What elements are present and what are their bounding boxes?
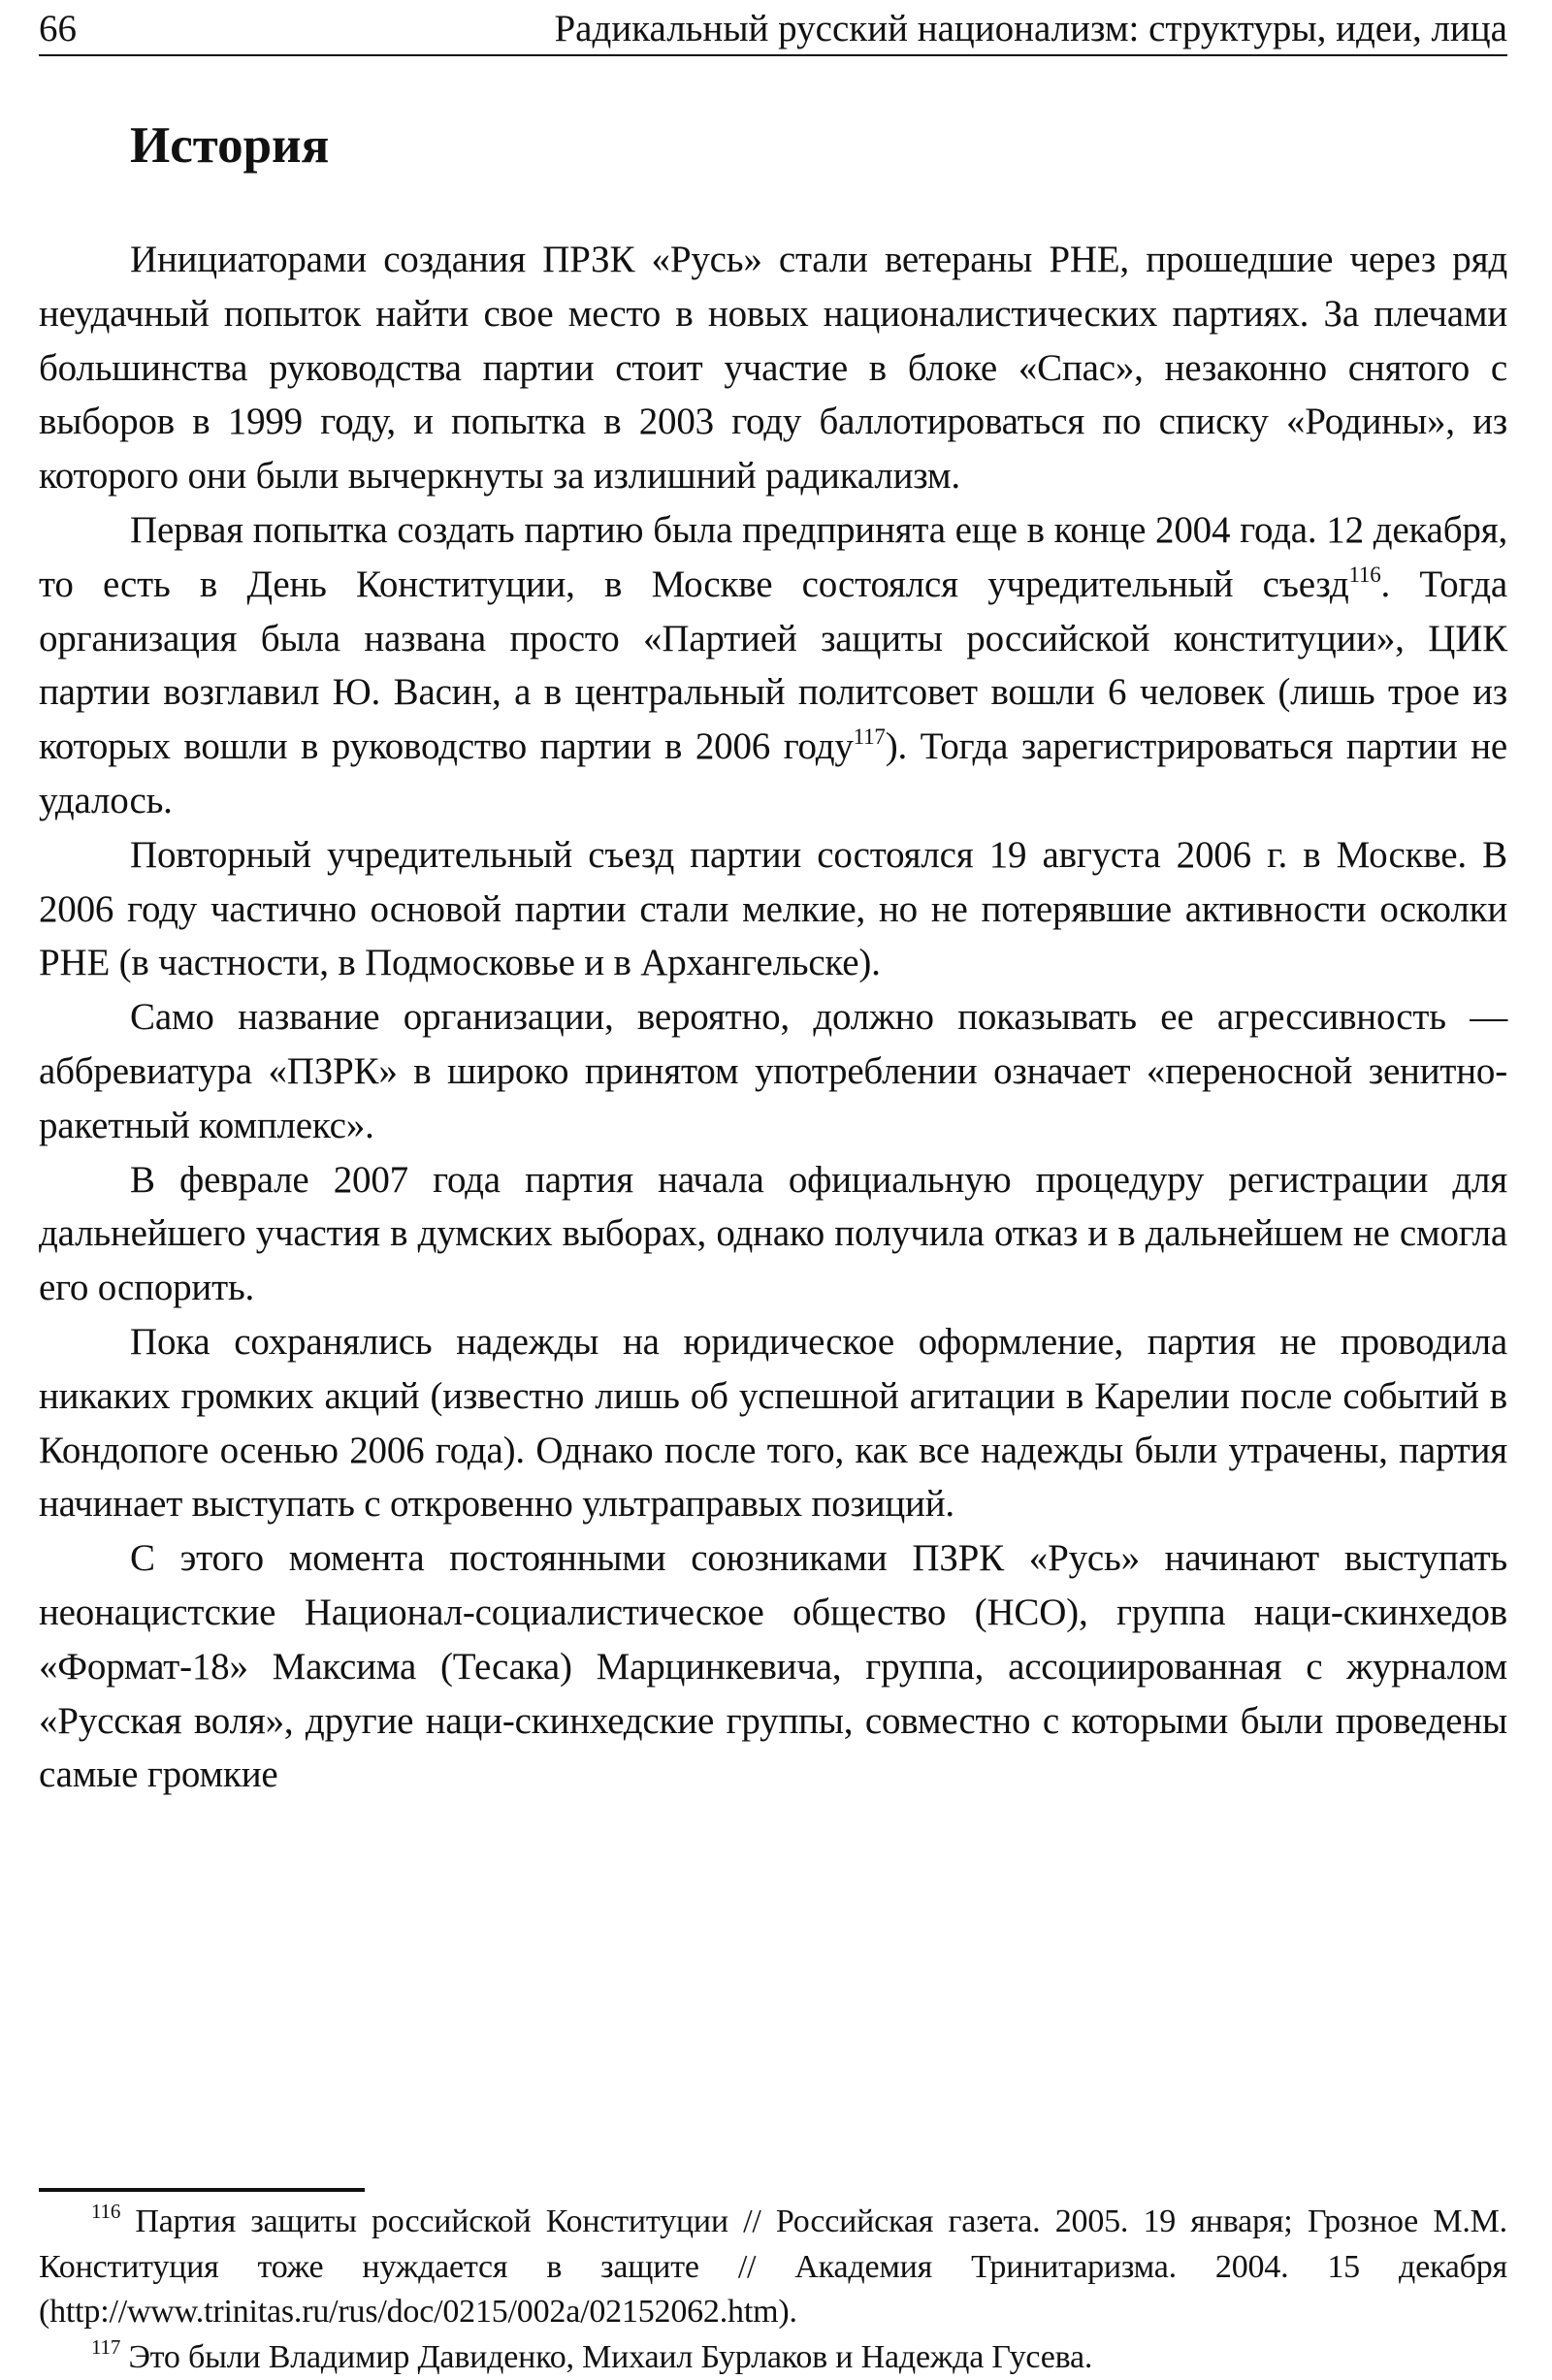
paragraph-4: Само название организации, вероятно, должно показывать ее агрессивность — аббревиатура «ПЗРК» в широко принятом употреблении означает «переносной зенитно-ракетный комплекс».: [39, 990, 1507, 1152]
footnote-ref-116: 116: [1348, 563, 1380, 587]
paragraph-5: В феврале 2007 года партия начала официальную процедуру регистрации для дальнейшего участия в думских выборах, однако получила отказ и в дальнейшем не смогла его оспорить.: [39, 1153, 1507, 1315]
running-header: [39, 4, 1507, 56]
page-number: 66: [39, 4, 77, 54]
paragraph-7: С этого момента постоянными союзниками ПЗРК «Русь» начинают выступать неонацистские Национал-социалистическое общество (НСО), группа наци-скинхедов «Формат-18» Максима (Тесака) Марцинкевича, группа, ассоциированная с журналом «Русская воля», другие наци-скинхедские группы, совместно с которыми были проведены самые громкие: [39, 1531, 1507, 1802]
section-title: История: [130, 114, 329, 177]
footnote-number: 117: [91, 2335, 120, 2359]
footnote-text: Партия защиты российской Конституции // Российская газета. 2005. 19 января; Грозное М.М. Конституция тоже нуждается в защите // Академия Тринитаризма. 2004. 15 декабря (http://www.trinitas.ru/rus/doc/0215/002a/02152062.htm).: [39, 2203, 1507, 2330]
paragraph-3: Повторный учредительный съезд партии состоялся 19 августа 2006 г. в Москве. В 2006 году частично основой партии стали мелкие, но не потерявшие активности осколки РНЕ (в частности, в Подмосковье и в Архангельске).: [39, 828, 1507, 990]
footnote-text: Это были Владимир Давиденко, Михаил Бурлаков и Надежда Гусева.: [128, 2339, 1092, 2375]
paragraph-2-part-3: ). Тогда зарегистрироваться партии не удалось.: [39, 725, 1507, 821]
paragraph-1: Инициаторами создания ПРЗК «Русь» стали ветераны РНЕ, прошедшие через ряд неудачный попыток найти свое место в новых националистических партиях. За плечами большинства руководства партии стоит участие в блоке «Спас», незаконно снятого с выборов в 1999 году, и попытка в 2003 году баллотироваться по списку «Родины», из которого они были вычеркнуты за излишний радикализм.: [39, 233, 1507, 503]
footnote-number: 116: [91, 2200, 120, 2223]
footnote-divider: [39, 2188, 365, 2192]
paragraph-2-part-2: . Тогда организация была названа просто «Партией защиты российской конституции», ЦИК партии возглавил Ю. Васин, а в центральный политсовет вошли 6 человек (лишь трое из которых вошли в руководство партии в 2006 году: [39, 563, 1507, 767]
footnote-ref-117: 117: [854, 724, 886, 749]
body-text: [39, 233, 1507, 1802]
footnote-117: [39, 2335, 1507, 2380]
book-page: [39, 0, 1507, 2345]
footnotes: [39, 2200, 1507, 2380]
paragraph-6: Пока сохранялись надежды на юридическое оформление, партия не проводила никаких громких акций (известно лишь об успешной агитации в Карелии после событий в Кондопоге осенью 2006 года). Однако после того, как все надежды были утрачены, партия начинает выступать с откровенно ультраправых позиций.: [39, 1315, 1507, 1531]
paragraph-2: [39, 503, 1507, 828]
paragraph-2-part-1: Первая попытка создать партию была предпринята еще в конце 2004 года. 12 декабря, то есть в День Конституции, в Москве состоялся учредительный съезд: [39, 509, 1507, 605]
running-title: Радикальный русский национализм: структуры, идеи, лица: [554, 4, 1507, 54]
footnote-116: [39, 2200, 1507, 2335]
